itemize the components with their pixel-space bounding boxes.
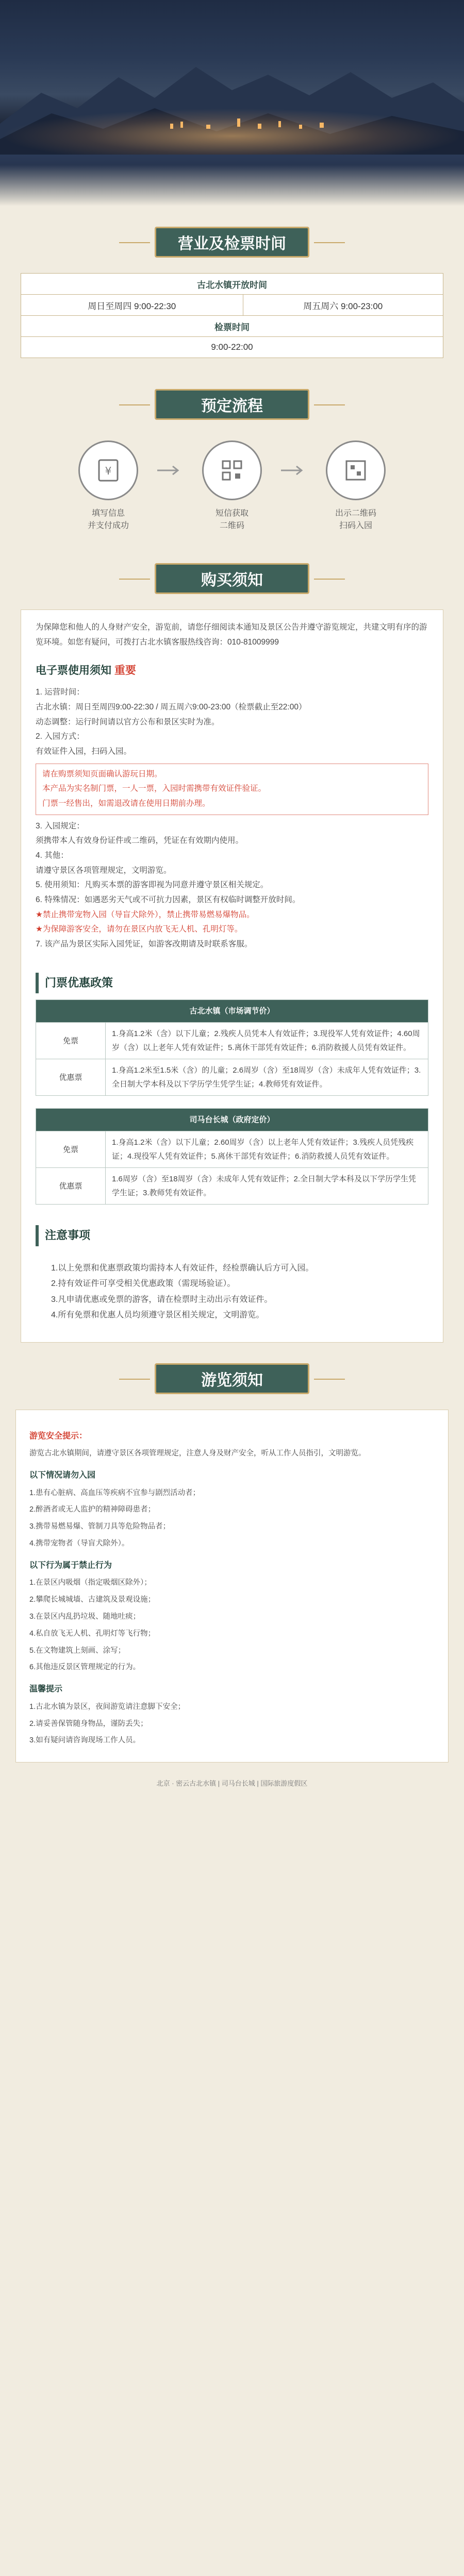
notice-box	[21, 609, 443, 1343]
notice-item: 动态调整：运行时间请以官方公布和景区实时为准。	[36, 717, 220, 726]
notice-item: 古北水镇：周日至周四9:00-22:30 / 周五周六9:00-23:00（检票截止至22:00）	[36, 702, 307, 711]
notice-intro: 为保障您和他人的人身财产安全，游览前，请您仔细阅读本通知及景区公告并遵守游览规定，共建文明有序的游览环境。如您有疑问，可拨打古北水镇客服热线咨询：010-81009999	[36, 623, 427, 647]
arrow-right-icon	[271, 440, 317, 500]
hours-title: 营业及检票时间	[155, 227, 309, 258]
svg-text:¥: ¥	[105, 465, 112, 477]
flow-step-label: 短信获取 二维码	[215, 509, 248, 530]
notice-rule: 6. 特殊情况：如遇恶劣天气或不可抗力因素，景区有权临时调整开放时间。	[36, 895, 301, 904]
flow-step-sms	[193, 440, 271, 532]
guide-box: 游览安全提示： 游览古北水镇期间，请遵守景区各项管理规定，注意人身及财产安全，听从工作人员指引，文明游览。 以下情况请勿入园 1.患有心脏病、高血压等疾病不宜参与剧烈活动者； 2.醉酒者或无人监护的精神障碍患者； 3.携带易燃易爆、管制刀具等危险物品者； 4.携带宠物者（导盲犬除外）。 以下行为属于禁止行为 1.在景区内吸烟（指定吸烟区除外）； 2.攀爬长城城墙、古建筑及景观设施； 3.在景区内乱扔垃圾、随地吐痰； 4.私自放飞无人机、孔明灯等飞行物； 5.在文物建筑上刻画、涂写； 6.其他违反景区管理规定的行为。 温馨提示 1.古北水镇为景区，夜间游览请注意脚下安全； 2.请妥善保管随身物品，谨防丢失； 3.如有疑问请咨询现场工作人员。	[15, 1410, 449, 1763]
guide-section	[0, 1343, 464, 1804]
footer-text: 北京 · 密云古北水镇 | 司马台长城 | 国际旅游度假区	[156, 1780, 308, 1788]
red-notes: 请在购票须知页面确认游玩日期。 本产品为实名制门票，一人一票，入园时需携带有效证件验证。 门票一经售出，如需退改请在使用日期前办理。	[36, 764, 428, 815]
flow-step-scan	[317, 440, 394, 532]
hero-banner	[0, 0, 464, 206]
check-time-title: 检票时间	[21, 316, 443, 337]
flow-step-fill-info	[70, 440, 147, 532]
arrow-right-icon	[147, 440, 193, 500]
notice-item: 有效证件入园，扫码入园。	[36, 747, 132, 756]
notice-item: 1. 运营时间：	[36, 688, 85, 697]
notice-title: 购买须知	[155, 563, 309, 594]
weekday-hours: 周日至周四 9:00-22:30	[21, 295, 243, 316]
check-time: 9:00-22:00	[21, 337, 443, 358]
ticket-icon	[78, 440, 138, 500]
booking-flow-section	[0, 358, 464, 532]
purchase-notice-section	[0, 532, 464, 1343]
gubei-hours-title: 古北水镇开放时间	[21, 274, 443, 295]
hours-table	[21, 273, 443, 358]
notice-item: 请遵守景区各项管理规定，文明游览。	[36, 866, 172, 875]
e-ticket-title: 电子票使用须知 重要	[36, 665, 136, 677]
flow-step-label: 出示二维码 扫码入园	[335, 509, 376, 530]
flow-steps	[21, 440, 443, 532]
qr-code-icon	[202, 440, 262, 500]
offer-table-gubei: 古北水镇（市场调节价） 免票 1.身高1.2米（含）以下儿童；2.残疾人员凭本人有效证件；3.现役军人凭有效证件；4.60周岁（含）以上老年人凭有效证件；5.离休干部凭有效证件；6.消防救援人员凭有效证件。 优惠票 1.身高1.2米至1.5米（含）的儿童；2.6周岁（含）至18周岁（含）未成年人凭有效证件；3.全日制大学本科及以下学历学生凭学生证；4.教师凭有效证件。	[36, 999, 428, 1096]
flow-step-label: 填写信息 并支付成功	[87, 509, 129, 530]
hours-section	[0, 206, 464, 358]
flow-title: 预定流程	[155, 389, 309, 420]
notice-red-rule: ★为保障游客安全，请勿在景区内放飞无人机、孔明灯等。	[36, 925, 243, 934]
notice-rule: 7. 该产品为景区实际入园凭证，如游客改期请及时联系客服。	[36, 939, 253, 948]
guide-title: 游览须知	[155, 1363, 309, 1394]
qr-code-icon	[326, 440, 386, 500]
tips-box: 1.以上免票和优惠票政策均需持本人有效证件，经检票确认后方可入园。 2.持有效证件可享受相关优惠政策（需现场验证）。 3.凡申请优惠或免票的游客，请在检票时主动出示有效证件。 4.所有免票和优惠人员均须遵守景区相关规定，文明游览。	[51, 1263, 314, 1320]
notice-rule: 5. 使用须知：凡购买本票的游客即视为同意并遵守景区相关规定。	[36, 880, 269, 890]
notice-red-rule: ★禁止携带宠物入园（导盲犬除外），禁止携带易燃易爆物品。	[36, 910, 255, 919]
weekend-hours: 周五周六 9:00-23:00	[243, 295, 443, 316]
notice-item: 4. 其他：	[36, 851, 69, 860]
offer-table-simatai: 司马台长城（政府定价） 免票 1.身高1.2米（含）以下儿童；2.60周岁（含）以上老年人凭有效证件；3.残疾人员凭残疾证；4.现役军人凭有效证件；5.离休干部凭有效证件；6.消防救援人员凭有效证件。 优惠票 1.6周岁（含）至18周岁（含）未成年人凭有效证件；2.全日制大学本科及以下学历学生凭学生证；3.教师凭有效证件。	[36, 1108, 428, 1205]
offer-title: 门票优惠政策	[36, 973, 428, 994]
notice-item: 2. 入园方式：	[36, 732, 85, 741]
tips-title: 注意事项	[36, 1225, 428, 1246]
notice-item: 须携带本人有效身份证件或二维码，凭证在有效期内使用。	[36, 836, 244, 845]
notice-item: 3. 入园规定：	[36, 821, 85, 831]
